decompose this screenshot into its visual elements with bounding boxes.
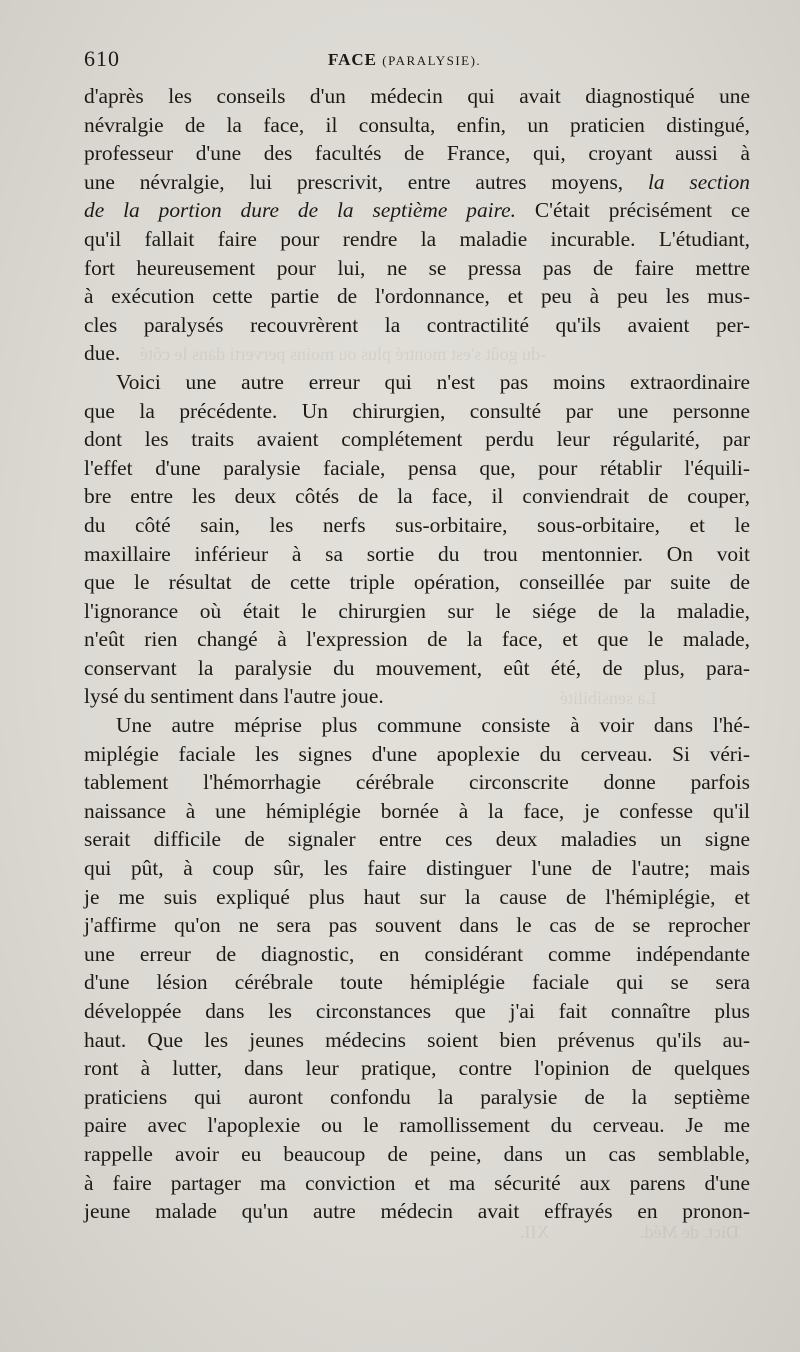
text-run: d'une lésion cérébrale toute hémiplégie faciale qui se sera (84, 970, 750, 995)
show-through-text: La sensibilité (560, 688, 657, 708)
running-header (84, 46, 750, 78)
running-title-sub: (PARALYSIE). (382, 53, 482, 68)
paragraph (84, 82, 750, 368)
text-run: du côté sain, les nerfs sus-orbitaire, sous-orbitaire, et le (84, 512, 750, 537)
text-run: haut. Que les jeunes médecins soient bien prévenus qu'ils au- (84, 1027, 750, 1052)
body-text (84, 82, 750, 1226)
paragraph (84, 711, 750, 1226)
text-line (84, 139, 750, 168)
page-number: 610 (84, 46, 120, 71)
text-line (84, 511, 750, 540)
text-line (84, 339, 750, 368)
text-line (84, 454, 750, 483)
text-line (84, 825, 750, 854)
running-title-main: FACE (328, 50, 378, 69)
text-run: naissance à une hémiplégie bornée à la face, je confesse qu'il (84, 798, 750, 823)
text-line (84, 196, 750, 225)
text-run: conservant la paralysie du mouvement, eût été, de plus, para- (84, 655, 750, 680)
text-line (84, 568, 750, 597)
text-run: développée dans les circonstances que j'ai fait connaître plus (84, 999, 750, 1023)
text-line (84, 111, 750, 140)
text-line (84, 225, 750, 254)
text-line (84, 654, 750, 683)
text-run: jeune malade qu'un autre médecin avait effrayés en pronon- (84, 1199, 750, 1224)
text-line (84, 1083, 750, 1112)
text-run: à faire partager ma conviction et ma sécurité aux parens d'une (84, 1170, 750, 1195)
text-run: C'était précisément ce (516, 198, 751, 223)
text-line (84, 997, 750, 1026)
text-line (84, 282, 750, 311)
text-line (84, 883, 750, 912)
text-line (84, 1026, 750, 1055)
text-run: j'affirme qu'on ne sera pas souvent dans le cas de se reprocher (84, 913, 750, 938)
text-run: ront à lutter, dans leur pratique, contre l'opinion de quelques (84, 1056, 750, 1081)
text-line (84, 397, 750, 426)
text-run: lysé du sentiment dans l'autre joue. (84, 684, 384, 709)
text-run: maxillaire inférieur à sa sortie du trou mentonnier. On voit (84, 541, 750, 566)
italic-run: la section (647, 169, 750, 194)
text-line (84, 1140, 750, 1169)
text-line (84, 854, 750, 883)
text-line (84, 940, 750, 969)
text-line (84, 311, 750, 340)
text-run: professeur d'une des facultés de France, qui, croyant aussi à (84, 141, 750, 166)
text-run: l'ignorance où était le chirurgien sur le siége de la maladie, (84, 598, 750, 623)
text-line (84, 1111, 750, 1140)
text-line (84, 540, 750, 569)
paragraph (84, 368, 750, 711)
text-run: serait difficile de signaler entre ces deux maladies un signe (84, 827, 750, 852)
text-run: fort heureusement pour lui, ne se pressa pas de faire mettre (84, 255, 750, 280)
text-run: rappelle avoir eu beaucoup de peine, dans un cas semblable, (84, 1141, 750, 1166)
text-run: qui pût, à coup sûr, les faire distinguer l'une de l'autre; mais (84, 856, 750, 881)
text-line (84, 1169, 750, 1198)
text-run: que la précédente. Un chirurgien, consulté par une personne (84, 398, 750, 423)
show-through-text: XII. (520, 1222, 550, 1242)
text-line (84, 968, 750, 997)
text-run: n'eût rien changé à l'expression de la face, et que le malade, (84, 627, 750, 652)
text-run: l'effet d'une paralysie faciale, pensa que, pour rétablir l'équili- (84, 455, 750, 480)
text-line (84, 368, 750, 397)
text-run: je me suis expliqué plus haut sur la cause de l'hémiplégie, et (84, 884, 750, 909)
running-title (328, 50, 481, 70)
text-line (84, 682, 750, 711)
text-run: Voici une autre erreur qui n'est pas moins extraordinaire (116, 369, 750, 394)
text-line (84, 1054, 750, 1083)
text-run: à exécution cette partie de l'ordonnance, et peu à peu les mus- (84, 284, 750, 309)
text-line (84, 482, 750, 511)
text-line (84, 740, 750, 769)
text-run: une erreur de diagnostic, en considérant comme indépendante (84, 941, 750, 966)
text-line (84, 797, 750, 826)
show-through-text: Dict. de Méd. (640, 1222, 739, 1242)
text-run: due. (84, 341, 121, 366)
text-line (84, 597, 750, 626)
text-line (84, 911, 750, 940)
show-through-text: -du goût s'est montré plus ou moins perverti dans le côté (140, 344, 547, 364)
text-run: une névralgie, lui prescrivit, entre autres moyens, (84, 169, 648, 194)
text-line (84, 1197, 750, 1226)
text-run: cles paralysés recouvrèrent la contractilité qu'ils avaient per- (84, 312, 750, 337)
text-run: praticiens qui auront confondu la paralysie de la septième (84, 1084, 750, 1109)
text-run: que le résultat de cette triple opération, conseillée par suite de (84, 570, 750, 595)
italic-run: de la portion dure de la septième paire. (84, 198, 516, 223)
text-line (84, 711, 750, 740)
text-line (84, 425, 750, 454)
text-line (84, 254, 750, 283)
text-line (84, 768, 750, 797)
text-line (84, 168, 750, 197)
text-run: paire avec l'apoplexie ou le ramollissement du cerveau. Je me (84, 1113, 750, 1138)
text-run: miplégie faciale les signes d'une apoplexie du cerveau. Si véri- (84, 741, 750, 766)
text-run: qu'il fallait faire pour rendre la maladie incurable. L'étudiant, (84, 226, 750, 251)
text-run: bre entre les deux côtés de la face, il conviendrait de couper, (84, 484, 750, 509)
text-run: d'après les conseils d'un médecin qui avait diagnostiqué une (84, 84, 750, 108)
text-run: Une autre méprise plus commune consiste à voir dans l'hé- (116, 713, 750, 738)
text-line (84, 82, 750, 111)
text-run: tablement l'hémorrhagie cérébrale circonscrite donne parfois (84, 770, 750, 795)
text-run: dont les traits avaient complétement perdu leur régularité, par (84, 427, 750, 452)
text-run: névralgie de la face, il consulta, enfin, un praticien distingué, (84, 112, 750, 137)
text-line (84, 625, 750, 654)
